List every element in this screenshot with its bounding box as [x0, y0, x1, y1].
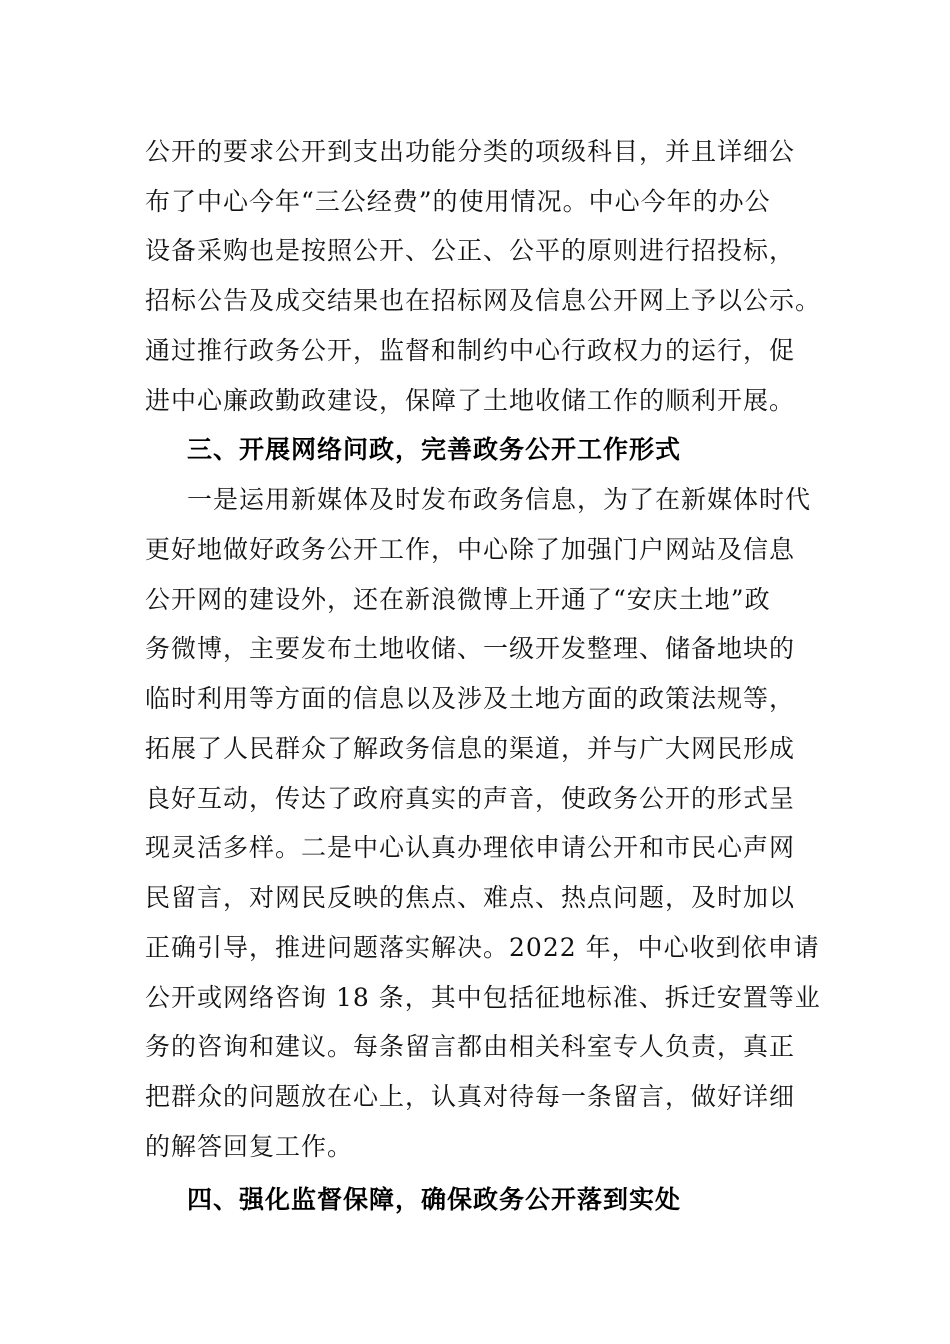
body-text-line: 良好互动，传达了政府真实的声音，使政务公开的形式呈 [145, 784, 796, 813]
body-text-line: 招标公告及成交结果也在招标网及信息公开网上予以公示。 [145, 286, 822, 315]
paragraph-first-line: 一是运用新媒体及时发布政务信息，为了在新媒体时代 [187, 485, 812, 514]
body-text-line: 务的咨询和建议。每条留言都由相关科室专人负责，真正 [145, 1032, 796, 1061]
body-text-line: 布了中心今年“三公经费”的使用情况。中心今年的办公 [145, 187, 771, 216]
body-text-line: 的解答回复工作。 [145, 1132, 354, 1161]
body-text-line: 通过推行政务公开，监督和制约中心行政权力的运行，促 [145, 336, 796, 365]
body-text-line: 把群众的问题放在心上，认真对待每一条留言，做好详细 [145, 1082, 796, 1111]
body-text-line: 临时利用等方面的信息以及涉及土地方面的政策法规等， [145, 684, 796, 713]
body-text-line: 更好地做好政务公开工作，中心除了加强门户网站及信息 [145, 535, 796, 564]
body-text-line: 公开的要求公开到支出功能分类的项级科目，并且详细公 [145, 137, 796, 166]
body-text-line: 设备采购也是按照公开、公正、公平的原则进行招投标， [145, 236, 796, 265]
body-text-line: 民留言，对网民反映的焦点、难点、热点问题，及时加以 [145, 883, 796, 912]
body-text-line: 正确引导，推进问题落实解决。2022 年，中心收到依申请 [145, 933, 820, 962]
body-text-line: 进中心廉政勤政建设，保障了土地收储工作的顺利开展。 [145, 386, 796, 415]
section-heading-4: 四、强化监督保障，确保政务公开落到实处 [187, 1185, 682, 1214]
section-heading-3: 三、开展网络问政，完善政务公开工作形式 [187, 435, 682, 464]
body-text-line: 公开或网络咨询 18 条，其中包括征地标准、拆迁安置等业 [145, 983, 821, 1012]
body-text-line: 现灵活多样。二是中心认真办理依申请公开和市民心声网 [145, 833, 796, 862]
body-text-line: 务微博，主要发布土地收储、一级开发整理、储备地块的 [145, 634, 796, 663]
body-text-line: 拓展了人民群众了解政务信息的渠道，并与广大网民形成 [145, 734, 796, 763]
body-text-line: 公开网的建设外，还在新浪微博上开通了“安庆土地”政 [145, 585, 771, 614]
